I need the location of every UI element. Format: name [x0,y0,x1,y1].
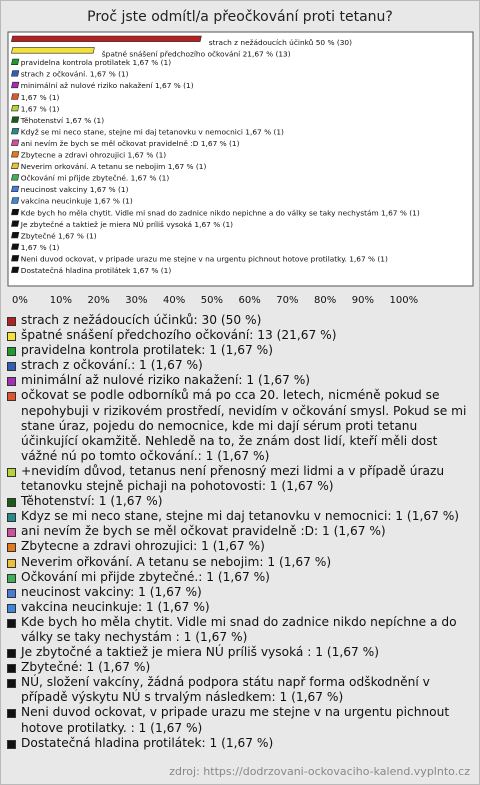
legend-item [6,313,472,328]
legend-swatch [7,543,16,552]
bar-label-13: Očkování mi přijde zbytečné. 1,67 % (1) [20,173,170,183]
legend-swatch [7,362,16,371]
legend-item [6,660,472,675]
legend-item [6,509,472,524]
legend-swatch [7,604,16,613]
legend-item [6,388,472,463]
bar-5 [11,82,18,88]
legend-swatch [7,468,16,477]
bar-label-8: Těhotenství 1,67 % (1) [20,115,105,125]
chart-title: Proč jste odmítl/a přeočkování proti tetanu? [87,9,393,25]
legend-label: Neverim ořkování. A tetanu se nebojim: 1 (1,67 %) [21,554,332,569]
legend-item [6,373,472,388]
legend-label: neucinost vakciny: 1 (1,67 %) [21,584,202,599]
legend-swatch [7,392,16,401]
legend-item [6,705,472,735]
legend-label: NÚ, složení vakcíny, žádná podpora státu např forma odškodnění v případě výskytu NÚ s trvalým následkem: 1 (1,67 %) [21,675,430,705]
legend-label: vakcina neucinkuje: 1 (1,67 %) [21,599,210,614]
bar-4 [11,71,18,77]
bar-label-1: strach z nežádoucích účinků 50 % (30) [208,37,353,47]
legend-item [6,585,472,600]
bar-9 [11,128,18,134]
bar-7 [11,105,18,111]
bar-label-11: Zbytecne a zdravi ohrozujici 1,67 % (1) [20,150,167,160]
bar-15 [11,198,18,204]
bar-8 [11,117,18,123]
x-tick-label: 30% [125,295,148,306]
bar-label-17: Je zbytečné a taktiež je miera NÚ príliš vysoká 1,67 % (1) [20,219,234,229]
legend-item [6,464,472,494]
chart-legend [6,313,472,751]
legend-label: Kde bych ho měla chytit. Vidle mi snad do zadnice nikdo nepíchne a do války se taky nechystám : 1 (1,67 %) [21,614,457,644]
legend-swatch [7,332,16,341]
legend-item [6,328,472,343]
bar-label-3: pravidelna kontrola protilatek 1,67 % (1) [20,58,172,68]
legend-item [6,524,472,539]
bar-20 [11,255,18,261]
bar-label-21: Dostatečná hladina protilátek 1,67 % (1) [20,266,172,275]
legend-item [6,615,472,645]
bar-10 [11,140,18,146]
legend-swatch [7,559,16,568]
bar-3 [11,59,18,65]
bar-16 [11,209,18,215]
bar-12 [11,163,18,169]
bar-label-9: Když se mi neco stane, stejne mi daj tetanovku v nemocnici 1,67 % (1) [20,127,284,137]
legend-label: Je zbytočné a taktiež je miera NÚ príliš vysoká : 1 (1,67 %) [21,645,379,660]
x-tick-label: 70% [276,295,299,306]
bar-label-10: ani nevím že bych se měl očkovat pravidelně :D 1,67 % (1) [20,138,240,148]
legend-swatch [7,664,16,673]
x-tick-label: 50% [200,295,223,306]
legend-label: Dostatečná hladina protilátek: 1 (1,67 %) [21,735,274,750]
legend-swatch [7,679,16,688]
legend-label: Těhotenství: 1 (1,67 %) [21,494,163,509]
bar-label-12: Neverim orkování. A tetanu se nebojim 1,67 % (1) [20,162,207,172]
legend-item [6,494,472,509]
bar-13 [11,175,18,181]
bar-label-19: 1,67 % (1) [20,242,60,252]
bar-6 [11,94,18,100]
legend-item [6,555,472,570]
bar-label-4: strach z očkování. 1,67 % (1) [20,69,129,79]
bar-17 [11,221,18,227]
legend-swatch [7,709,16,718]
legend-label: pravidelna kontrola protilatek: 1 (1,67 %) [21,343,274,358]
legend-item [6,600,472,615]
legend-item [6,570,472,585]
legend-swatch [7,589,16,598]
x-tick-label: 100% [389,295,419,306]
legend-label: Neni duvod ockovat, v pripade urazu me stejne v na urgentu pichnout hotove protilatky. : 1 (1,67 %) [21,705,450,735]
legend-item [6,645,472,660]
bar-label-2: špatné snášení předchozího očkování 21,67 % (13) [101,49,291,59]
x-tick-label: 40% [163,295,186,306]
bar-1 [11,36,201,42]
x-tick-label: 0% [12,295,28,306]
legend-label: minimální až nulové riziko nakažení: 1 (1,67 %) [21,373,311,388]
bar-label-5: minimální až nulové riziko nakažení 1,67 % (1) [20,81,194,91]
bar-2 [11,48,94,54]
x-tick-label: 60% [238,295,261,306]
legend-label: +nevidím důvod, tetanus není přenosný mezi lidmi a v případě úrazu tetanovku stejně pichaji na pohotovosti: 1 (1,67 %) [21,463,445,494]
legend-swatch [7,740,16,749]
bar-label-16: Kde bych ho měla chytit. Vidle mi snad do zadnice nikdo nepichne a do války se taky nechystám 1,67 % (1) [20,208,420,218]
legend-swatch [7,377,16,386]
legend-swatch [7,317,16,326]
bar-18 [11,232,18,238]
bar-19 [11,244,18,250]
legend-label: strach z nežádoucích účinků: 30 (50 %) [21,313,262,327]
legend-label: strach z očkování.: 1 (1,67 %) [21,358,203,373]
legend-item [6,358,472,373]
legend-label: špatné snášení předchozího očkování: 13 (21,67 %) [21,328,337,343]
legend-item [6,675,472,705]
legend-label: očkovat se podle odborníků má po cca 20. letech, nicméně pokud se nepohybuji v rizikovém prostředí, nevidím v očkování smysl. Pokud se mi stane úraz, pojedu do nemocnice, kde mi dají sérum proti tetanu účinkující okamžitě. Nehledě na to, že znám dost lidí, kteří měli dost vážné nú po tomto očkování.: 1 (1,67 %) [21,388,467,463]
legend-label: ani nevím že bych se měl očkovat pravidelně :D: 1 (1,67 %) [21,524,386,539]
legend-swatch [7,513,16,522]
legend-swatch [7,347,16,356]
bar-label-14: neucinost vakciny 1,67 % (1) [20,185,129,195]
x-tick-label: 10% [49,295,72,306]
bar-21 [11,267,18,273]
legend-swatch [7,528,16,537]
source-note: zdroj: https://dodrzovani-ockovaciho-kalend.vyplnto.cz [169,765,470,778]
x-tick-label: 20% [87,295,110,306]
legend-label: Zbytečné: 1 (1,67 %) [21,660,151,675]
legend-item [6,539,472,554]
legend-label: Očkování mi přijde zbytečné.: 1 (1,67 %) [21,569,270,584]
legend-swatch [7,619,16,628]
legend-label: Zbytecne a zdravi ohrozujici: 1 (1,67 %) [21,539,265,554]
bar-label-20: Neni duvod ockovat, v pripade urazu me stejne v na urgentu pichnout hotove protilatky. 1,67 % (1) [20,254,388,264]
bar-label-18: Zbytečné 1,67 % (1) [20,231,97,241]
legend-swatch [7,498,16,507]
x-tick-label: 80% [314,295,337,306]
legend-swatch [7,649,16,658]
bar-label-15: vakcina neucinkuje 1,67 % (1) [20,196,133,206]
legend-label: Kdyz se mi neco stane, stejne mi daj tetanovku v nemocnici: 1 (1,67 %) [21,509,460,524]
x-tick-label: 90% [351,295,374,306]
bar-chart-plot [0,0,480,310]
legend-item [6,736,472,751]
bar-14 [11,186,18,192]
legend-item [6,343,472,358]
legend-swatch [7,574,16,583]
bar-label-7: 1,67 % (1) [20,104,60,114]
bar-11 [11,152,18,158]
bar-label-6: 1,67 % (1) [20,92,60,102]
